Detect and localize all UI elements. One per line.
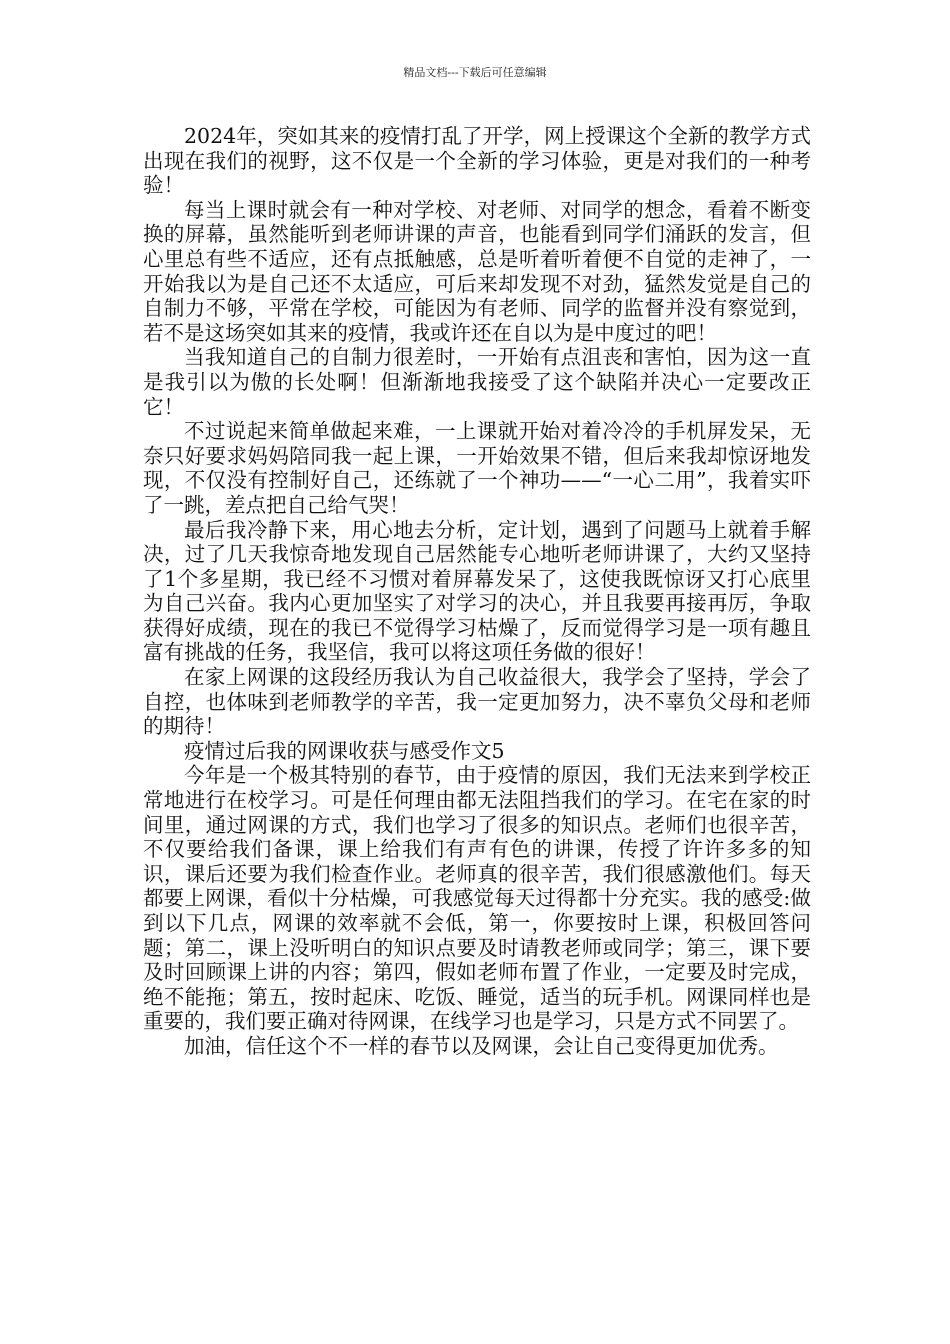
page-header: 精品文档---下载后可任意编辑 — [403, 66, 547, 79]
paragraph-1: 2024年，突如其来的疫情打乱了开学，网上授课这个全新的教学方式出现在我们的视野，这不仅是一个全新的学习体验，更是对我们的一种考验！ — [143, 124, 811, 198]
paragraph-7: 今年是一个极其特别的春节，由于疫情的原因，我们无法来到学校正常地进行在校学习。可是任何理由都无法阻挡我们的学习。在宅在家的时间里，通过网课的方式，我们也学习了很多的知识点。老师们也很辛苦，不仅要给我们备课，课上给我们有声有色的讲课，传授了许许多多的知识，课后还要为我们检查作业。老师真的很辛苦，我们很感激他们。每天都要上网课，看似十分枯燥，可我感觉每天过得都十分充实。我的感受:做到以下几点，网课的效率就不会低，第一，你要按时上课，积极回答问题；第二，课上没听明白的知识点要及时请教老师或同学；第三，课下要及时回顾课上讲的内容；第四，假如老师布置了作业，一定要及时完成，绝不能拖；第五，按时起床、吃饭、睡觉，适当的玩手机。网课同样也是重要的，我们要正确对待网课，在线学习也是学习，只是方式不同罢了。 — [143, 763, 811, 1034]
paragraph-4: 不过说起来简单做起来难，一上课就开始对着冷冷的手机屏发呆，无奈只好要求妈妈陪同我一起上课，一开始效果不错，但后来我却惊讶地发现，不仅没有控制好自己，还练就了一个神功——“一心二用”，我着实吓了一跳，差点把自己给气哭！ — [143, 419, 811, 517]
paragraph-6: 在家上网课的这段经历我认为自己收益很大，我学会了坚持，学会了自控，也体味到老师教学的辛苦，我一定更加努力，决不辜负父母和老师的期待！ — [143, 665, 811, 739]
paragraph-2: 每当上课时就会有一种对学校、对老师、对同学的想念，看着不断变换的屏幕，虽然能听到老师讲课的声音，也能看到同学们涌跃的发言，但心里总有些不适应，还有点抵触感，总是听着听着便不自觉的走神了，一开始我以为是自己还不太适应，可后来却发现不对劲，猛然发觉是自己的自制力不够，平常在学校，可能因为有老师、同学的监督并没有察觉到，若不是这场突如其来的疫情，我或许还在自以为是中度过的吧！ — [143, 197, 811, 345]
paragraph-8: 加油，信任这个不一样的春节以及网课，会让自己变得更加优秀。 — [184, 1033, 779, 1058]
document-body — [143, 124, 811, 1059]
paragraph-5: 最后我冷静下来，用心地去分析，定计划，遇到了问题马上就着手解决，过了几天我惊奇地发现自己居然能专心地听老师讲课了，大约又坚持了1个多星期，我已经不习惯对着屏幕发呆了，这使我既惊讶又打心底里为自己兴奋。我内心更加坚实了对学习的决心，并且我要再接再厉，争取获得好成绩，现在的我已不觉得学习枯燥了，反而觉得学习是一项有趣且富有挑战的任务，我坚信，我可以将这项任务做的很好！ — [143, 517, 811, 665]
paragraph-3: 当我知道自己的自制力很差时，一开始有点沮丧和害怕，因为这一直是我引以为傲的长处啊！但渐渐地我接受了这个缺陷并决心一定要改正它！ — [143, 345, 811, 419]
section-title: 疫情过后我的网课收获与感受作文5 — [184, 738, 505, 763]
